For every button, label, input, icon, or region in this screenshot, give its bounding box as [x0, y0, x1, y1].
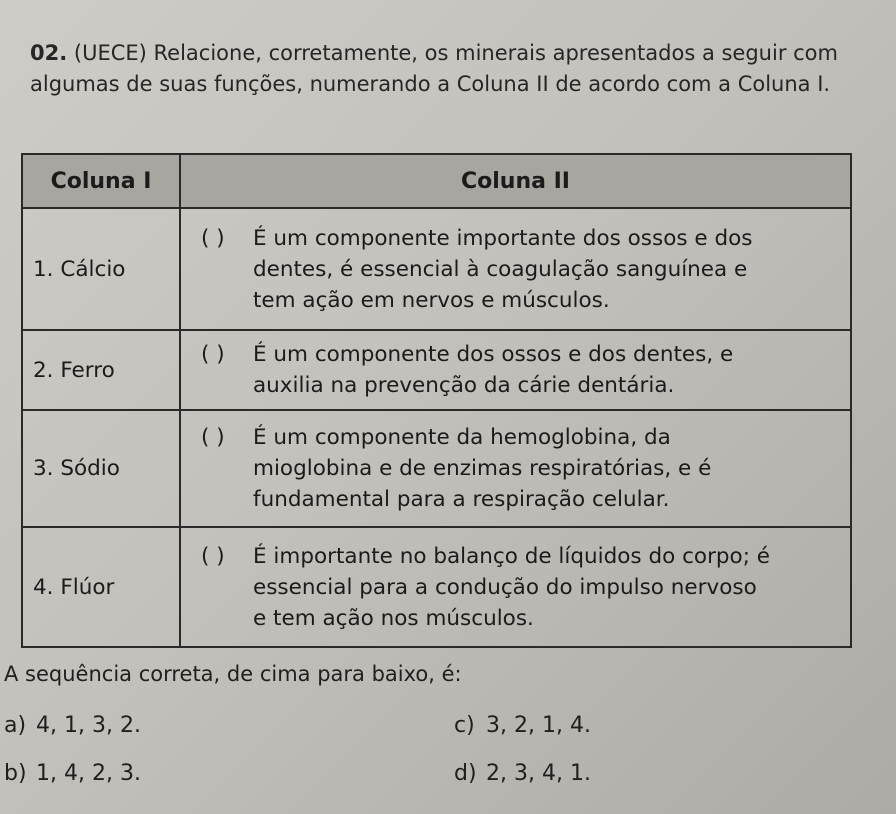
option-b[interactable] — [4, 761, 141, 786]
function-cell — [180, 410, 851, 527]
answer-blank[interactable]: ( ) — [201, 543, 225, 569]
option-c[interactable] — [454, 713, 591, 738]
function-line: dentes, é essencial à coagulação sanguínea e — [253, 256, 748, 282]
option-letter: a) — [4, 713, 27, 738]
question-number: 02. — [30, 41, 68, 65]
function-cell — [180, 527, 851, 647]
option-d[interactable] — [454, 761, 591, 786]
option-a[interactable] — [4, 713, 141, 738]
table-row — [22, 208, 851, 330]
function-cell — [180, 330, 851, 410]
question-statement — [30, 38, 860, 100]
function-line: essencial para a condução do impulso nervoso — [253, 574, 757, 600]
function-line: É um componente da hemoglobina, da — [253, 425, 671, 450]
option-text: 1, 4, 2, 3. — [36, 761, 141, 786]
function-cell — [180, 208, 851, 330]
table-row — [22, 527, 851, 647]
mineral-cell: 4. Flúor — [22, 527, 180, 647]
function-line: fundamental para a respiração celular. — [253, 487, 670, 512]
mineral-cell: 2. Ferro — [22, 330, 180, 410]
option-text: 3, 2, 1, 4. — [486, 713, 591, 738]
mineral-cell: 1. Cálcio — [22, 208, 180, 330]
function-line: tem ação em nervos e músculos. — [253, 287, 610, 313]
option-letter: b) — [4, 761, 27, 786]
function-line: É um componente importante dos ossos e dos — [253, 225, 753, 251]
function-line: e tem ação nos músculos. — [253, 605, 534, 631]
option-text: 2, 3, 4, 1. — [486, 761, 591, 786]
option-letter: d) — [454, 761, 477, 786]
option-text: 4, 1, 3, 2. — [36, 713, 141, 738]
table-row — [22, 330, 851, 410]
answer-blank[interactable]: ( ) — [201, 425, 225, 450]
function-line: auxilia na prevenção da cárie dentária. — [253, 373, 675, 398]
answer-prompt: A sequência correta, de cima para baixo, é: — [4, 662, 462, 686]
function-line: É um componente dos ossos e dos dentes, e — [253, 342, 734, 367]
matching-table — [21, 153, 852, 648]
function-line: mioglobina e de enzimas respiratórias, e é — [253, 456, 712, 481]
option-letter: c) — [454, 713, 475, 738]
column-2-header: Coluna II — [180, 154, 851, 208]
table-row — [22, 410, 851, 527]
mineral-cell: 3. Sódio — [22, 410, 180, 527]
column-1-header: Coluna I — [22, 154, 180, 208]
answer-blank[interactable]: ( ) — [201, 342, 225, 367]
answer-blank[interactable]: ( ) — [201, 225, 225, 251]
function-line: É importante no balanço de líquidos do corpo; é — [253, 543, 771, 569]
question-text: (UECE) Relacione, corretamente, os minerais apresentados a seguir com algumas de suas funções, numerando a Coluna II de acordo com a Coluna I. — [30, 41, 838, 96]
